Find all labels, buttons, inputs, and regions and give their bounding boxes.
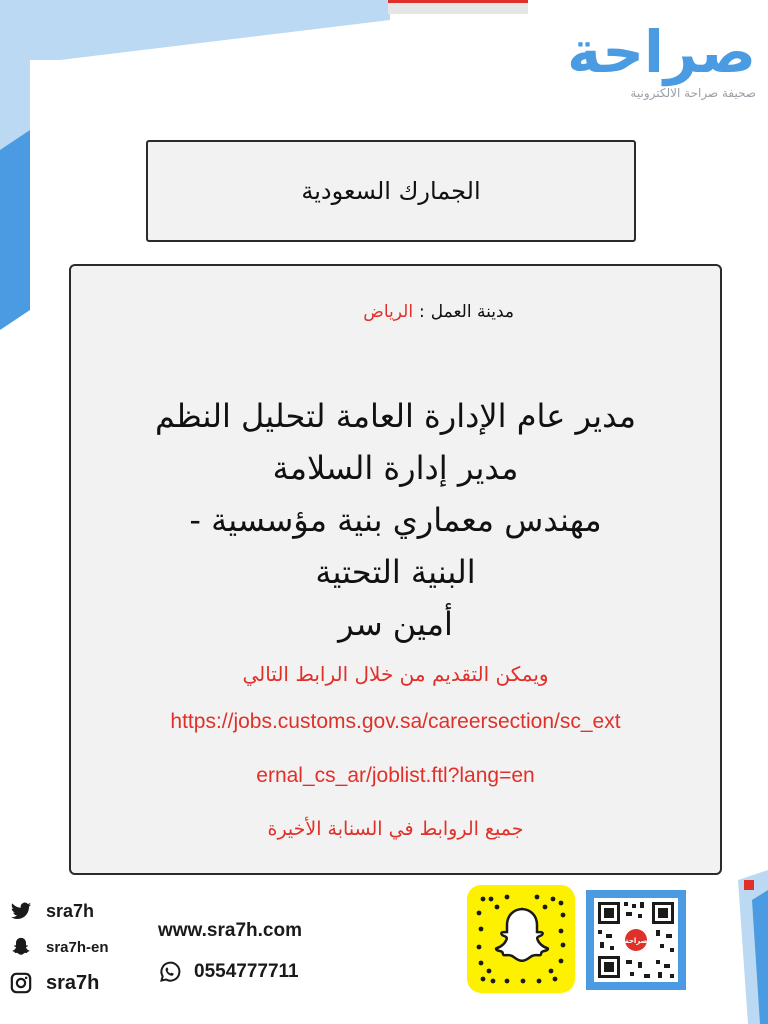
- apply-link-line2[interactable]: ernal_cs_ar/joblist.ftl?lang=en: [256, 764, 535, 787]
- job-city-label: مدينة العمل: [430, 302, 514, 322]
- qr-badge-label: صراحة: [624, 937, 648, 945]
- right-red-dot: [744, 880, 754, 890]
- apply-link-line1[interactable]: https://jobs.customs.gov.sa/careersection/sc_ext: [170, 710, 621, 733]
- job-city-value: الرياض: [363, 302, 414, 322]
- organization-box: [146, 140, 636, 242]
- apply-text: ويمكن التقديم من خلال الرابط التالي: [242, 662, 549, 686]
- job-title: مدير عام الإدارة العامة لتحليل النظم: [154, 397, 637, 435]
- snapcode-graphic: [467, 885, 575, 993]
- instagram-icon: [10, 972, 32, 994]
- snapchat-ghost-icon: [10, 936, 32, 958]
- brand-logo: [567, 18, 756, 100]
- qr-code-graphic: [586, 890, 686, 990]
- links-note: جميع الروابط في السنابة الأخيرة: [267, 818, 524, 840]
- snapchat-handle: sra7h-en: [46, 938, 109, 956]
- job-list: [91, 390, 700, 650]
- organization-name: الجمارك السعودية: [301, 177, 481, 205]
- twitter-handle: sra7h: [46, 900, 95, 921]
- snapcode: [467, 885, 575, 993]
- brand-name: صراحة: [567, 18, 756, 86]
- qr-code: [586, 890, 686, 990]
- left-band-dark: [0, 130, 30, 330]
- snapchat-row[interactable]: [10, 929, 150, 965]
- twitter-icon: [10, 900, 32, 922]
- whatsapp-contact[interactable]: [158, 960, 299, 984]
- instagram-handle: sra7h: [46, 971, 100, 994]
- job-title: مهندس معماري بنية مؤسسية -: [189, 501, 602, 539]
- job-title: مدير إدارة السلامة: [272, 449, 519, 487]
- job-city-separator: :: [419, 302, 425, 322]
- website-link[interactable]: www.sra7h.com: [158, 920, 302, 941]
- social-links: [10, 893, 150, 1001]
- job-title: البنية التحتية: [315, 553, 476, 591]
- brand-tagline: صحيفة صراحة الالكترونية: [630, 86, 756, 100]
- instagram-row[interactable]: [10, 965, 150, 1001]
- phone-number: 0554777711: [194, 961, 299, 982]
- corner-shape-top-left-light: [0, 0, 390, 60]
- whatsapp-icon: [158, 960, 182, 984]
- job-city: [363, 302, 514, 322]
- job-title: أمين سر: [338, 605, 453, 643]
- twitter-row[interactable]: [10, 893, 150, 929]
- job-details-box: [69, 264, 722, 875]
- top-red-strip: [388, 0, 528, 3]
